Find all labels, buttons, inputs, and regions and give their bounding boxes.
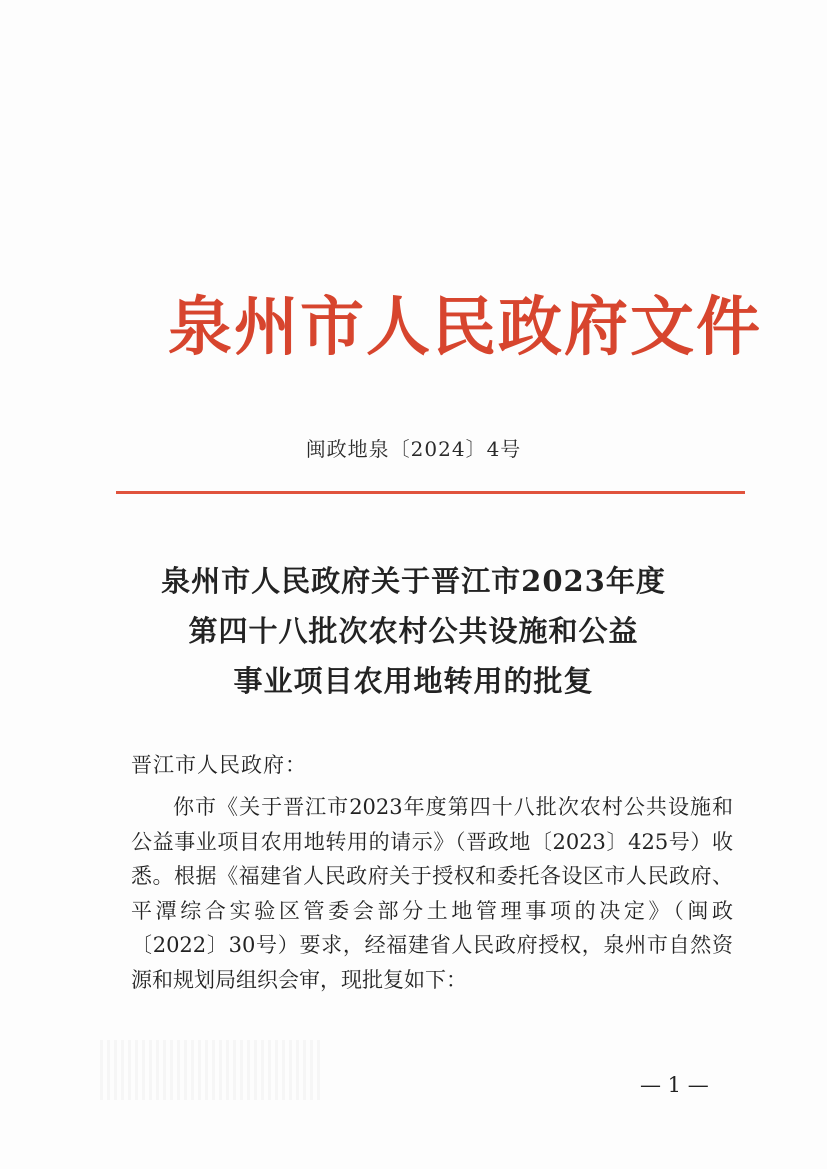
- red-separator-line: [116, 491, 745, 494]
- issuer-header: 泉州市人民政府文件: [168, 291, 762, 365]
- body-line-5: 〔2022〕30号）要求，经福建省人民政府授权，泉州市自然资: [131, 933, 733, 957]
- body-line-2: 公益事业项目农用地转用的请示》（晋政地〔2023〕425号）收: [131, 829, 733, 854]
- scan-artifact: [100, 1040, 320, 1100]
- body-line-4: 平潭综合实验区管委会部分土地管理事项的决定》（闽政: [131, 898, 733, 923]
- body-paragraph: [131, 790, 733, 997]
- title-line-1: 泉州市人民政府关于晋江市2023年度: [161, 564, 666, 598]
- title-line-3: 事业项目农用地转用的批复: [233, 664, 594, 698]
- document-title: [0, 556, 827, 706]
- title-line-2: 第四十八批次农村公共设施和公益: [188, 614, 639, 648]
- body-line-6: 源和规划局组织会审，现批复如下：: [131, 967, 467, 992]
- page-number: — 1 —: [640, 1073, 709, 1097]
- body-line-1: 你市《关于晋江市2023年度第四十八批次农村公共设施和: [173, 795, 733, 819]
- salutation: 晋江市人民政府：: [131, 753, 307, 777]
- document-number: 闽政地泉〔2024〕4号: [305, 437, 522, 461]
- body-line-3: 悉。根据《福建省人民政府关于授权和委托各设区市人民政府、: [131, 864, 733, 888]
